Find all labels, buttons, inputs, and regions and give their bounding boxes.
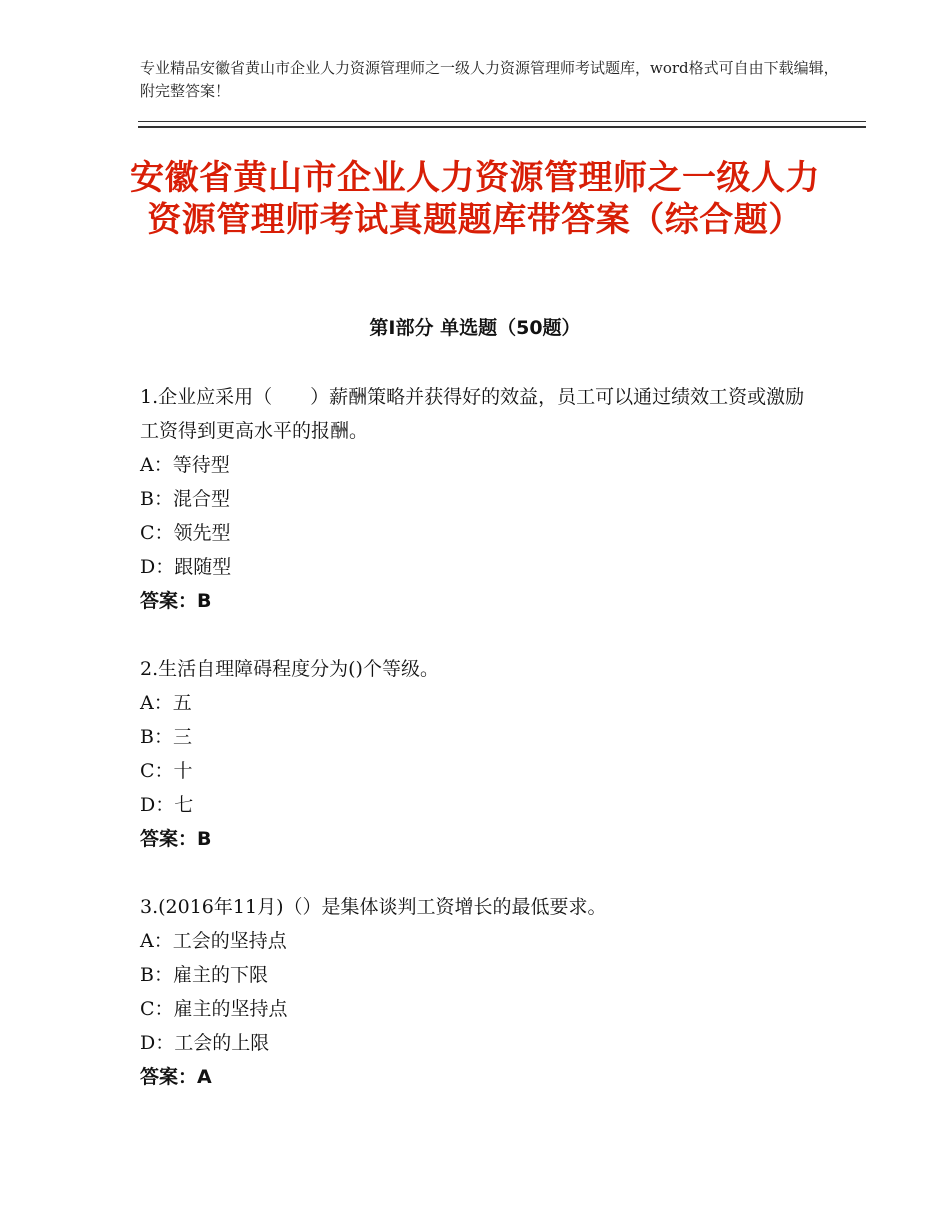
option-d: D：工会的上限 bbox=[140, 1032, 270, 1054]
answer: 答案：B bbox=[140, 828, 212, 850]
answer: 答案：A bbox=[140, 1066, 212, 1088]
option-a: A：等待型 bbox=[140, 454, 230, 476]
option-c: C：雇主的坚持点 bbox=[140, 998, 288, 1020]
option-d: D：七 bbox=[140, 794, 194, 816]
question-list bbox=[140, 380, 820, 1128]
option-d: D：跟随型 bbox=[140, 556, 232, 578]
document-title: 安徽省黄山市企业人力资源管理师之一级人力资源管理师考试真题题库带答案（综合题） bbox=[130, 158, 820, 240]
option-c: C：十 bbox=[140, 760, 193, 782]
option-b: B：雇主的下限 bbox=[140, 964, 268, 986]
question-3 bbox=[140, 890, 820, 1094]
option-a: A：五 bbox=[140, 692, 192, 714]
question-1 bbox=[140, 380, 820, 618]
header-note: 专业精品安徽省黄山市企业人力资源管理师之一级人力资源管理师考试题库，word格式可自由下载编辑，附完整答案！ bbox=[140, 59, 839, 100]
question-2 bbox=[140, 652, 820, 856]
option-b: B：三 bbox=[140, 726, 192, 748]
section-title: 第Ⅰ部分 单选题（50题） bbox=[369, 317, 581, 339]
option-b: B：混合型 bbox=[140, 488, 230, 510]
answer: 答案：B bbox=[140, 590, 212, 612]
question-stem: 3.(2016年11月)（）是集体谈判工资增长的最低要求。 bbox=[140, 896, 607, 918]
header-divider bbox=[138, 121, 866, 128]
option-a: A：工会的坚持点 bbox=[140, 930, 287, 952]
question-stem: 1.企业应采用（ ）薪酬策略并获得好的效益，员工可以通过绩效工资或激励工资得到更高水平的报酬。 bbox=[140, 386, 805, 442]
question-stem: 2.生活自理障碍程度分为()个等级。 bbox=[140, 658, 439, 680]
option-c: C：领先型 bbox=[140, 522, 231, 544]
